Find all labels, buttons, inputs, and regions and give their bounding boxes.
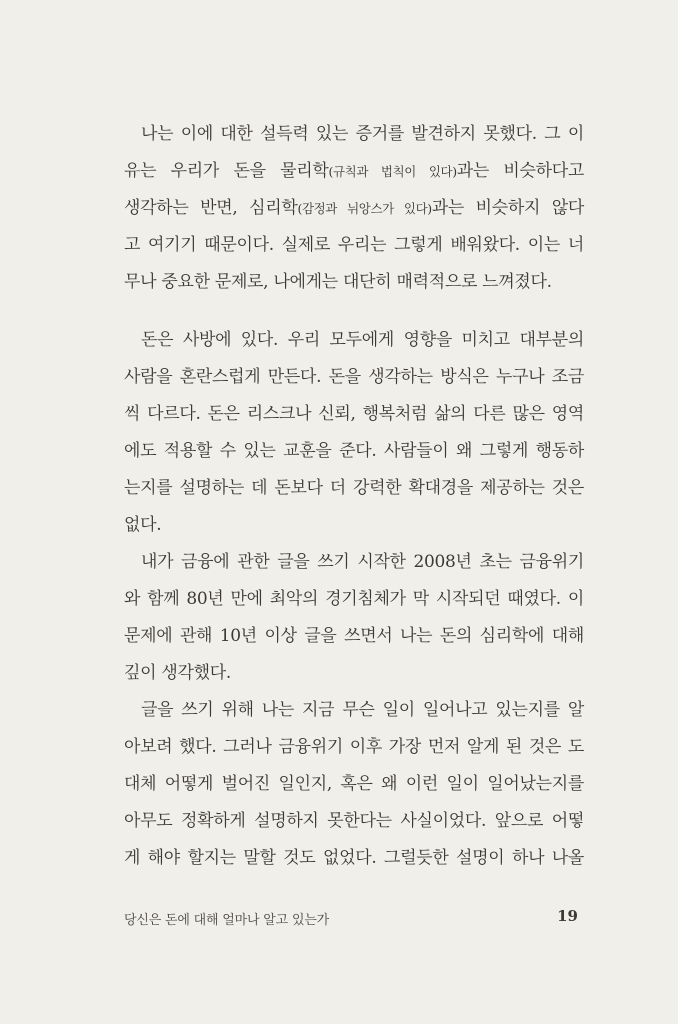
- parenthetical-note: (규칙과 법칙이 있다): [328, 164, 457, 179]
- parenthetical-note: (감정과 뉘앙스가 있다): [297, 201, 432, 216]
- text-line: 씩 다르다. 돈은 리스크나 신뢰, 행복처럼 삶의 다른 많은 영역: [124, 404, 584, 424]
- text-segment: 유는 우리가 돈을 물리학: [124, 161, 329, 181]
- text-line: 게 해야 할지는 말할 것도 없었다. 그럴듯한 설명이 하나 나올: [124, 848, 584, 868]
- text-line: 와 함께 80년 만에 최악의 경기침체가 막 시작되던 때였다. 이: [124, 589, 584, 609]
- text-line: 무나 중요한 문제로, 나에게는 대단히 매력적으로 느껴졌다.: [124, 272, 552, 292]
- paragraph-group: [124, 322, 584, 877]
- text-segment: 생각하는 반면, 심리학: [124, 198, 298, 218]
- text-line: 나는 이에 대한 설득력 있는 증거를 발견하지 못했다. 그 이: [141, 124, 584, 144]
- text-line: 글을 쓰기 위해 나는 지금 무슨 일이 일어나고 있는지를 알: [141, 700, 584, 720]
- text-line: 에도 적용할 수 있는 교훈을 준다. 사람들이 왜 그렇게 행동하: [124, 441, 584, 461]
- text-line: 아보려 했다. 그러나 금융위기 이후 가장 먼저 알게 된 것은 도: [124, 737, 584, 757]
- text-line: 문제에 관해 10년 이상 글을 쓰면서 나는 돈의 심리학에 대해: [124, 626, 584, 646]
- text-line: 고 여기기 때문이다. 실제로 우리는 그렇게 배워왔다. 이는 너: [124, 235, 584, 255]
- text-line: 돈은 사방에 있다. 우리 모두에게 영향을 미치고 대부분의: [141, 330, 584, 350]
- text-line: 는지를 설명하는 데 돈보다 더 강력한 확대경을 제공하는 것은: [124, 478, 584, 498]
- page-footer: [124, 909, 584, 933]
- paragraph-1: [124, 116, 584, 301]
- text-line: [124, 153, 584, 190]
- text-line: 대체 어떻게 벌어진 일인지, 혹은 왜 이런 일이 일어났는지를: [124, 774, 584, 794]
- text-segment: 과는 비슷하다고: [456, 161, 584, 181]
- text-line: 내가 금융에 관한 글을 쓰기 시작한 2008년 초는 금융위기: [141, 552, 584, 572]
- text-line: 아무도 정확하게 설명하지 못한다는 사실이었다. 앞으로 어떻: [124, 811, 584, 831]
- page-number: 19: [557, 907, 578, 925]
- text-line: 사람을 혼란스럽게 만든다. 돈을 생각하는 방식은 누구나 조금: [124, 367, 584, 387]
- text-segment: 과는 비슷하지 않다: [431, 198, 584, 218]
- running-title: 당신은 돈에 대해 얼마나 알고 있는가: [124, 913, 330, 928]
- text-line: 없다.: [124, 515, 162, 535]
- text-line: [124, 190, 584, 227]
- text-line: 깊이 생각했다.: [124, 663, 231, 683]
